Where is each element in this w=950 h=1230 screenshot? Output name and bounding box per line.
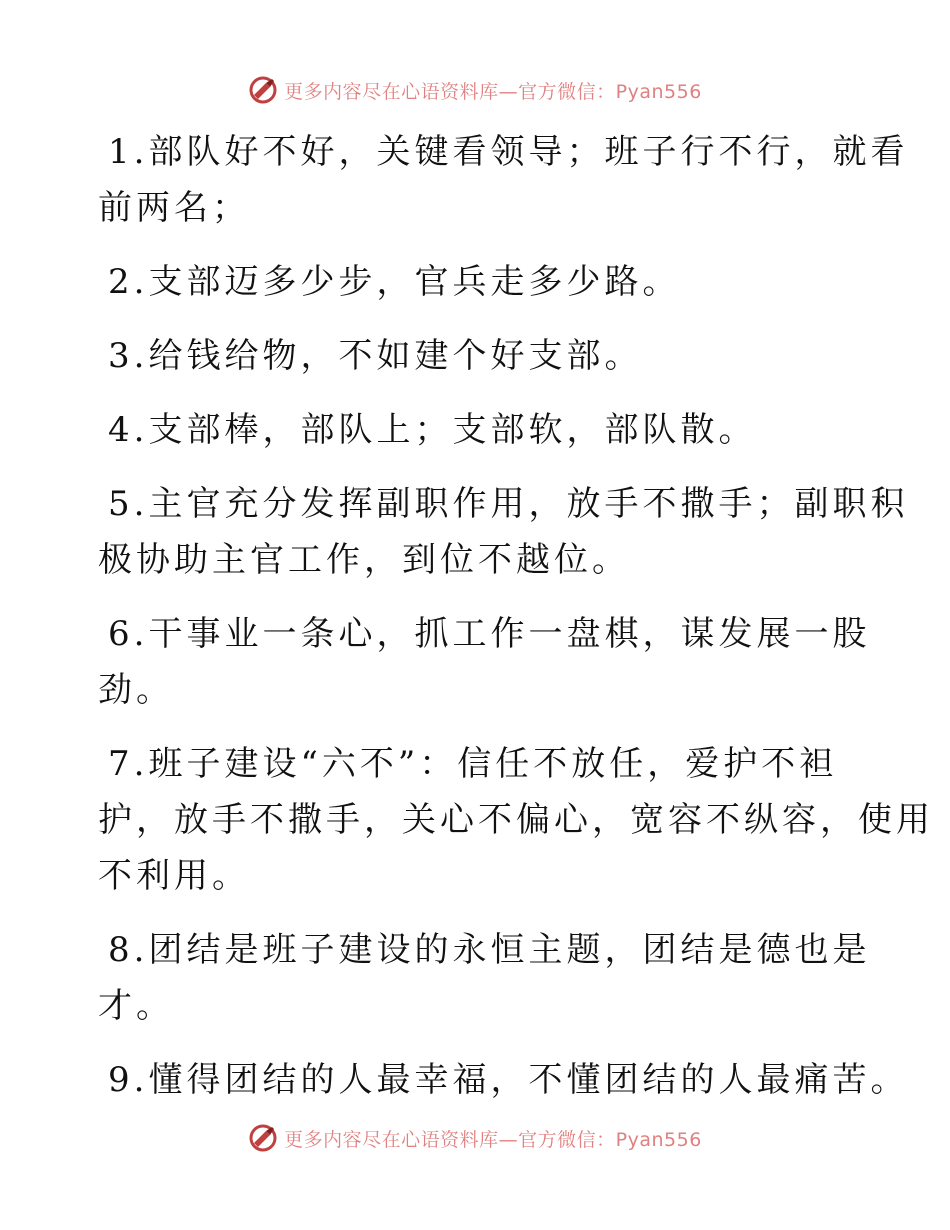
list-item: [98, 922, 871, 1034]
list-item: [98, 254, 858, 310]
logo-icon: [248, 1123, 278, 1153]
item-line: 极协助主官工作，到位不越位。: [98, 540, 630, 580]
item-line: 劲。: [98, 670, 174, 710]
item-line: 3.给钱给物，不如建个好支部。: [108, 336, 643, 376]
document-body: [98, 124, 934, 1126]
item-line: 4.支部棒，部队上；支部软，部队散。: [108, 410, 757, 450]
item-line: 1.部队好不好，关键看领导；班子行不行，就看: [108, 132, 909, 172]
list-item: [98, 328, 858, 384]
list-item: [98, 124, 909, 236]
item-line: 前两名；: [98, 188, 250, 228]
list-item: [98, 606, 871, 718]
list-item: [98, 476, 909, 588]
page-footer: [0, 1118, 950, 1158]
list-item: [98, 1052, 909, 1108]
item-line: 9.懂得团结的人最幸福，不懂团结的人最痛苦。: [108, 1060, 909, 1100]
logo-icon: [248, 75, 278, 105]
list-item: [98, 402, 858, 458]
item-line: 才。: [98, 986, 174, 1026]
list-item: [98, 736, 934, 904]
item-line: 7.班子建设“六不”：信任不放任，爱护不袒: [108, 744, 838, 784]
item-line: 2.支部迈多少步，官兵走多少路。: [108, 262, 681, 302]
page-header: [0, 70, 950, 110]
header-banner-text: 更多内容尽在心语资料库—官方微信：Pyan556: [284, 80, 702, 103]
footer-banner-text: 更多内容尽在心语资料库—官方微信：Pyan556: [284, 1128, 702, 1151]
item-line: 8.团结是班子建设的永恒主题，团结是德也是: [108, 930, 871, 970]
item-line: 护，放手不撒手，关心不偏心，宽容不纵容，使用: [98, 800, 934, 840]
item-line: 不利用。: [98, 856, 250, 896]
item-line: 5.主官充分发挥副职作用，放手不撒手；副职积: [108, 484, 909, 524]
item-line: 6.干事业一条心，抓工作一盘棋，谋发展一股: [108, 614, 871, 654]
